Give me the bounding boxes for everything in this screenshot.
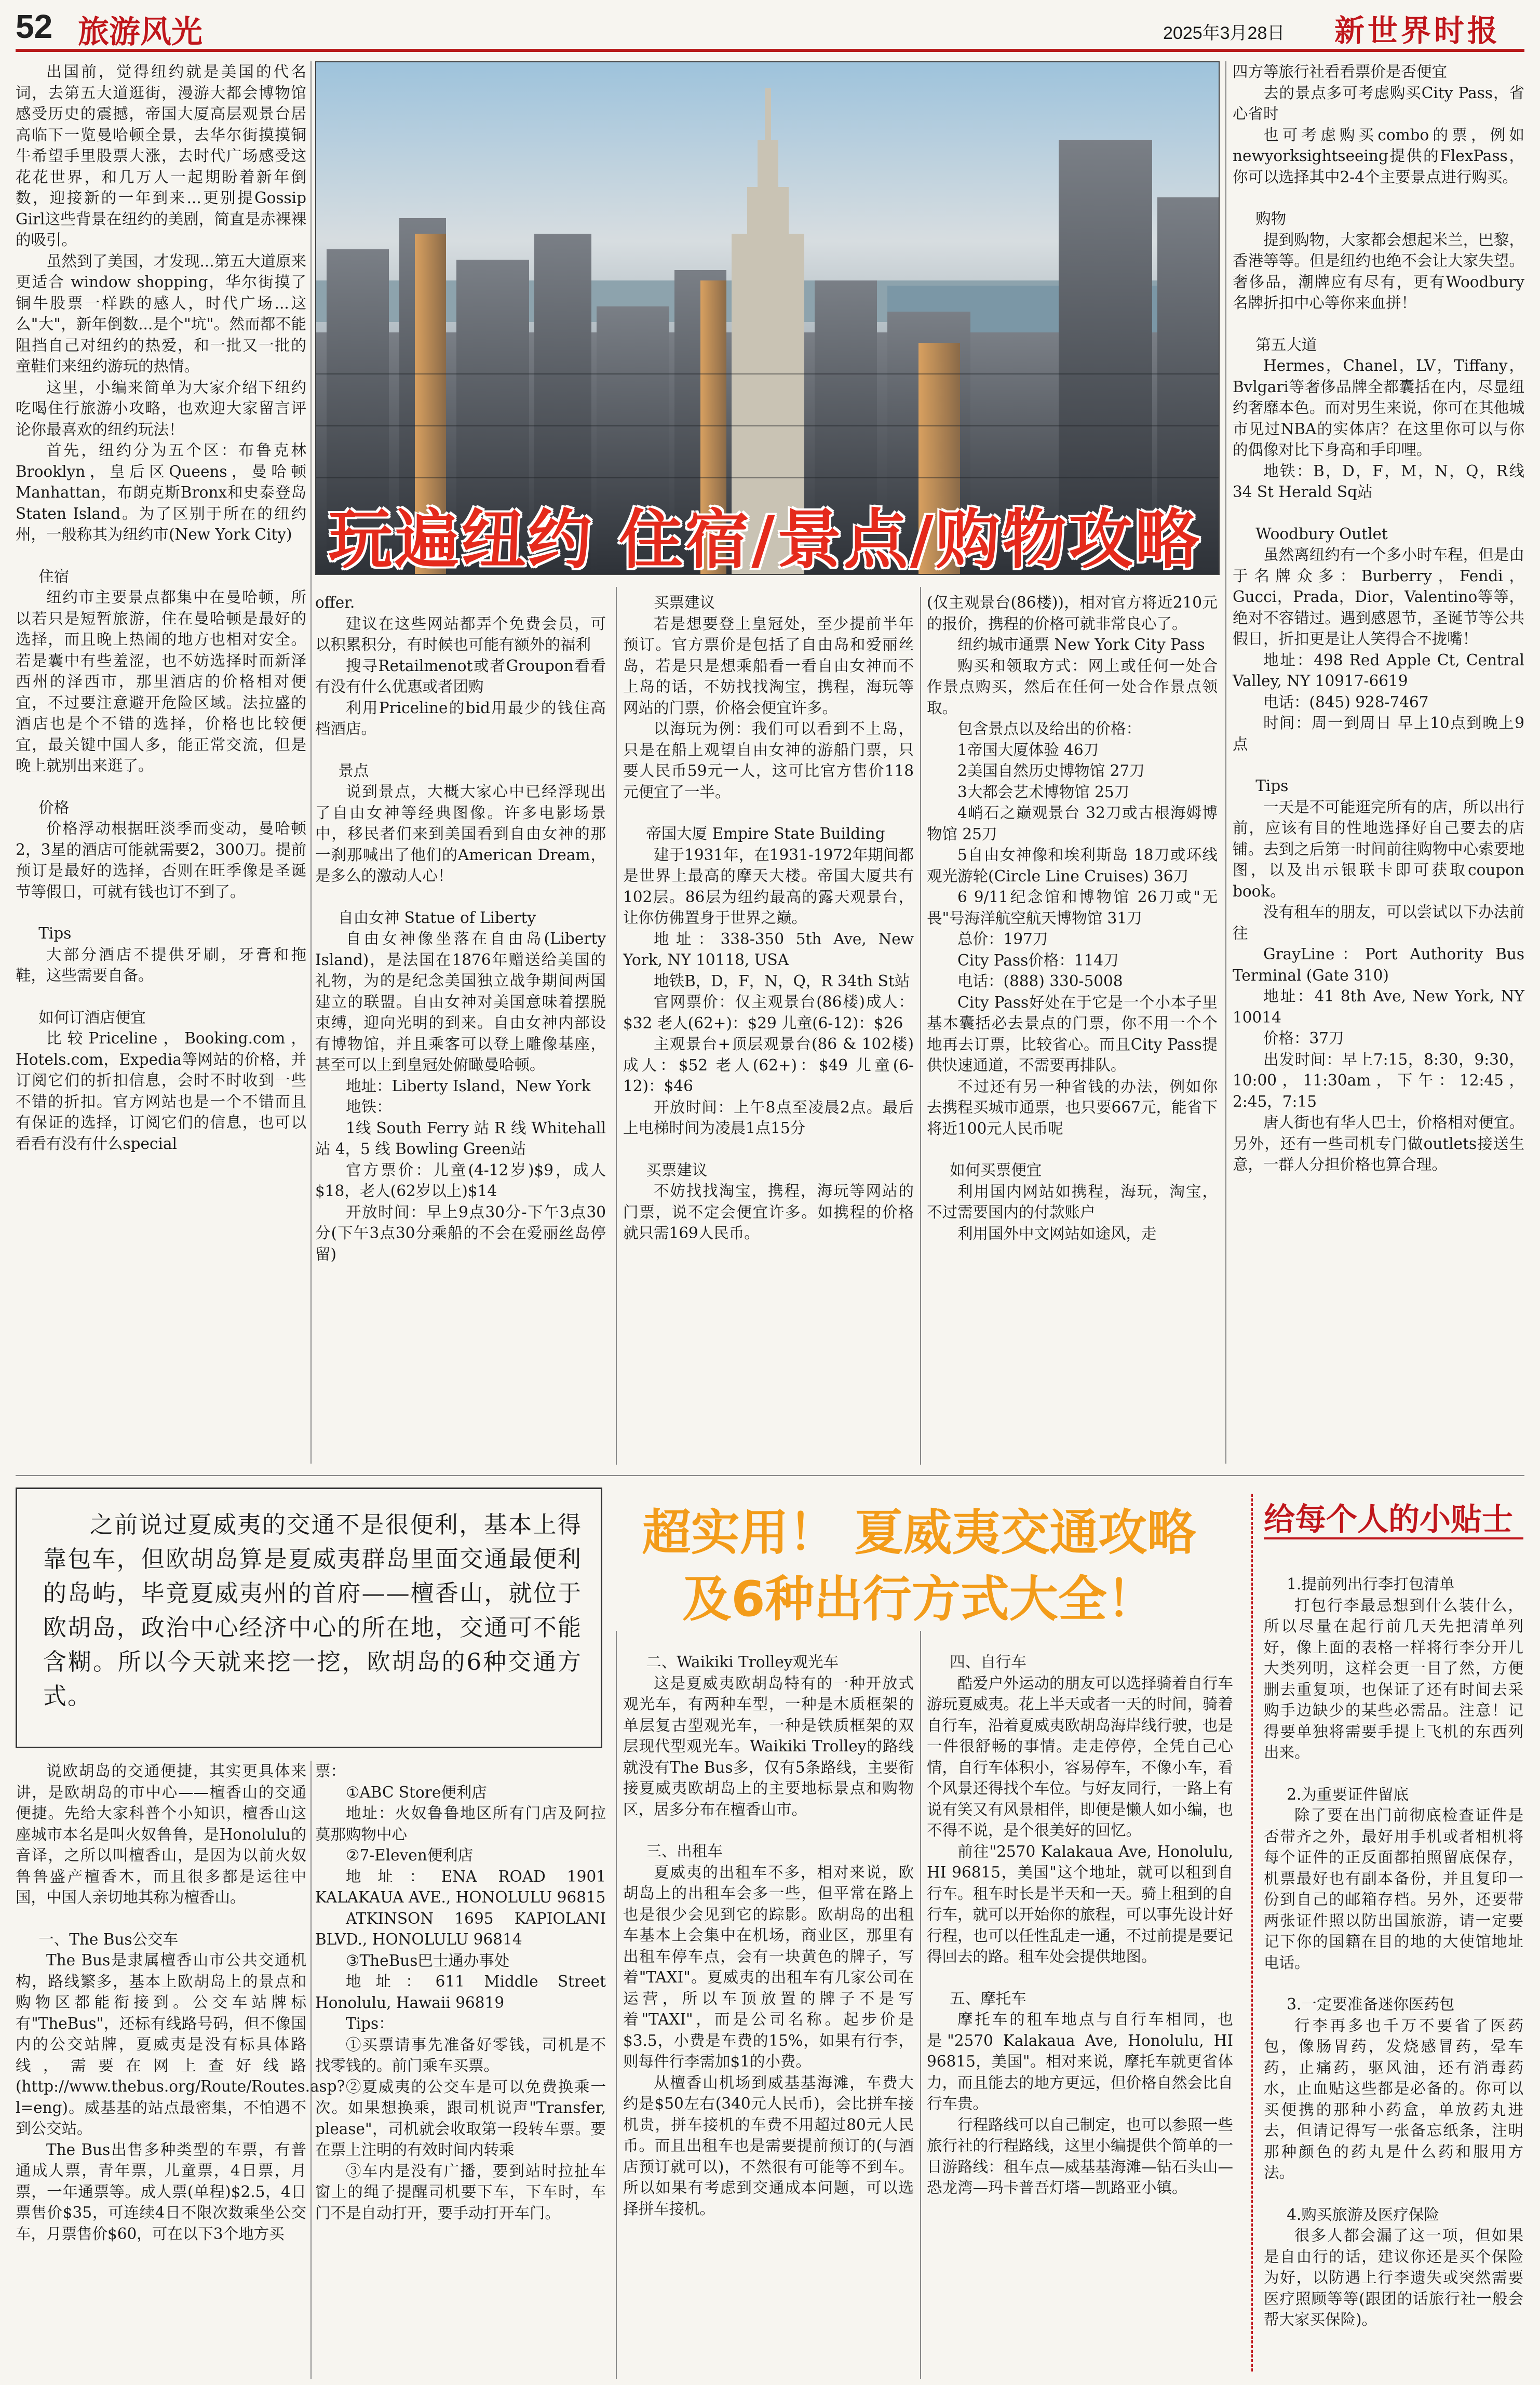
paragraph: 不妨找找淘宝，携程，海玩等网站的门票，说不定会便宜许多。如携程的价格就只需169人民币。 [623,1182,914,1242]
main-headline: 玩遍纽约 住宿/景点/购物攻略 [328,503,1201,578]
column-divider [920,1631,921,2379]
paragraph: 价格：37刀 [1263,1029,1344,1047]
paragraph: (仅主观景台(86楼))，相对官方将近210元的报价，携程的价格可就非常良心了。 [927,594,1218,633]
subheading: 帝国大厦 Empire State Building [646,825,885,842]
paragraph: 首先，纽约分为五个区：布鲁克林Brooklyn，皇后区Queens，曼哈顿Manhattan，布朗克斯Bronx和史泰登岛Staten Island。为了区别于所在的纽约州，一般称其为纽约市(New York City) [16,441,306,543]
paragraph: 也可考虑购买combo的票，例如newyorksightseeing提供的FlexPass，你可以选择其中2-4个主要景点进行购买。 [1233,126,1524,186]
paragraph: 若是想要登上皇冠处，至少提前半年预订。官方票价是包括了自由岛和爱丽丝岛，若是只是想乘船看一看自由女神而不上岛的话，不妨找找淘宝，携程，海玩等网站的门票，价格会便宜许多。 [623,614,914,717]
subheading: 四、自行车 [950,1653,1026,1671]
paragraph: 4峭石之巅观景台 32刀或古根海姆博物馆 25刀 [927,804,1218,843]
paragraph: 地铁B，D，F，N，Q，R 34th St站 [654,972,910,990]
subheading: 3.一定要准备迷你医药包 [1287,1995,1455,2013]
paragraph: 开放时间：上午8点至凌晨2点。最后上电梯时间为凌晨1点15分 [623,1098,914,1137]
paragraph: 建于1931年，在1931-1972年期间都是世界上最高的摩天大楼。帝国大厦共有102层。86层为纽约最高的露天观景台，让你仿佛置身于世界之巅。 [623,846,914,927]
paragraph: 利用国内网站如携程，海玩，淘宝，不过需要国内的付款账户 [927,1182,1218,1221]
section-title: 旅游风光 [78,14,202,50]
subheading: 价格 [38,798,70,816]
paragraph: 官方票价：儿童(4-12岁)$9，成人$18，老人(62岁以上)$14 [315,1161,606,1200]
paragraph: 价格浮动根据旺淡季而变动，曼哈顿2，3星的酒店可能就需要2，300刀。提前预订是最好的选择，否则在旺季像是圣诞节等假日，可就有钱也订不到了。 [16,820,306,901]
paragraph: 买票建议 [654,594,715,611]
subheading: 五、摩托车 [950,1989,1026,2007]
paragraph: ②夏威夷的公交车是可以免费换乘一次。如果想换乘，跟司机说声"Transfer, please"，司机就会收取第一段转车票。要在票上注明的有效时间内转乘 [315,2078,606,2159]
paragraph: Tips： [346,2015,394,2032]
subheading: Tips [1255,777,1289,795]
issue-date: 2025年3月28日 [1163,23,1285,43]
paragraph: 摩托车的租车地点与自行车相同，也是"2570 Kalakaua Ave, Honolulu, HI 96815，美国"。相对来说，摩托车就更省体力，而且能去的地方更远，但价格自然会比自行车贵。 [927,2011,1234,2112]
paragraph: ①ABC Store便利店 [346,1783,487,1801]
article-column-4 [927,592,1218,1465]
paragraph: 1线 South Ferry 站 R 线 Whitehall 站 4，5 线 Bowling Green站 [315,1119,606,1158]
paragraph: 2美国自然历史博物馆 27刀 [957,762,1145,780]
page-number: 52 [16,8,53,45]
column-divider [920,587,921,1465]
paragraph: 虽然离纽约有一个多小时车程，但是由于名牌众多：Burberry，Fendi，Gucci，Prada，Dior，Valentino等等，绝对不容错过。遇到感恩节，圣诞节等公共假日，折扣更是让人笑得合不拢嘴！ [1233,546,1524,648]
paragraph: 时间：周一到周日 早上10点到晚上9点 [1233,714,1524,753]
paragraph: 前往"2570 Kalakaua Ave, Honolulu, HI 96815，美国"这个地址，就可以租到自行车。租车时长是半天和一天。骑上租到的自行车，就可以开始你的旅程，可以事先设计好行程，也可以任性乱走一通，不过前提是要记得回去的路。租车处会提供地图。 [927,1842,1234,1965]
hawaii-headline-line1: 超实用！ 夏威夷交通攻略 [642,1505,1196,1561]
subheading: 4.购买旅游及医疗保险 [1287,2205,1439,2223]
paragraph: GrayLine：Port Authority Bus Terminal (Gate 310) [1233,945,1524,984]
paragraph: 开放时间：早上9点30分-下午3点30分(下午3点30分乘船的不会在爱丽丝岛停留) [315,1203,606,1263]
paragraph: 虽然到了美国，才发现...第五大道原来更适合 window shopping，华尔街摸了铜牛股票一样跌的感人，时代广场...这么"大"，新年倒数...是个"坑"。然而都不能阻挡自己对纽约的热爱，和一批又一批的童鞋们来纽约游玩的热情。 [16,252,306,375]
paragraph: 这里，小编来简单为大家介绍下纽约吃喝住行旅游小攻略，也欢迎大家留言评论你最喜欢的纽约玩法！ [16,378,306,438]
paragraph: 地址：火奴鲁鲁地区所有门店及阿拉莫那购物中心 [315,1804,606,1843]
column-divider [616,1631,617,2379]
paragraph: 去的景点多可考虑购买City Pass，省心省时 [1233,84,1524,123]
paragraph: The Bus出售多种类型的车票，有普通成人票，青年票，儿童票，4日票，月票，一年通票等。成人票(单程)$2.5，4日票售价$35，可连续4日不限次数乘坐公交车，月票售价$60，可在以下3个地方买 [16,2140,306,2243]
paragraph: 行程路线可以自己制定，也可以参照一些旅行社的行程路线，这里小编提供个简单的一日游路线：租车点—威基基海滩—钻石头山—恐龙湾—玛卡普吾灯塔—凯路亚小镇。 [927,2115,1234,2196]
subheading: 三、出租车 [646,1842,723,1860]
subheading: 2.为重要证件留底 [1287,1785,1409,1803]
paragraph: City Pass价格：114刀 [957,951,1119,969]
paragraph: 地址：ENA ROAD 1901 KALAKAUA AVE., HONOLULU 96815 [315,1867,606,1906]
hawaii-headline [613,1500,1225,1633]
paragraph: 以海玩为例：我们可以看到不上岛，只是在船上观望自由女神的游船门票，只要人民币59元一人，这可比官方售价118元便宜了一半。 [623,720,914,801]
subheading: 住宿 [38,567,70,585]
subheading: 一、The Bus公交车 [38,1930,179,1948]
article-column-3 [623,592,914,1465]
paragraph: 电话：(888) 330-5008 [957,972,1123,990]
paragraph: Hermes，Chanel，LV，Tiffany，Bvlgari等奢侈品牌全都囊括在内，尽显纽约奢靡本色。而对男生来说，你可在其他城市见过NBA的实体店？在这里你可以与你的偶像对比下身高和手印哩。 [1233,357,1524,459]
paragraph: 地址：Liberty Island，New York [346,1077,591,1095]
paragraph: 1帝国大厦体验 46刀 [957,741,1099,759]
paragraph: 利用国外中文网站如途风，走 [957,1224,1157,1242]
paragraph: 自由女神像坐落在自由岛(Liberty Island)，是法国在1876年赠送给美国的礼物，为的是纪念美国独立战争期间两国建立的联盟。自由女神对美国意味着摆脱束缚，迎向光明的到来。自由女神内部设有博物馆，并且乘客可以登上雕像基座，甚至可以上到皇冠处俯瞰曼哈顿。 [315,930,606,1074]
paragraph: 很多人都会漏了这一项，但如果是自由行的话，建议你还是买个保险为好，以防遇上行李遗失或突然需要医疗照顾等等(跟团的话旅行社一般会帮大家买保险)。 [1264,2227,1523,2328]
column-divider [310,1761,312,2379]
paragraph: 行李再多也千万不要省了医药包，像肠胃药，发烧感冒药，晕车药，止痛药，驱风油，还有消毒药水，止血贴这些都是必备的。你可以买便携的那种小药盒，单放药丸进去，但请记得写一张备忘纸条，注明那种颜色的药丸是什么药和服用方法。 [1264,2016,1523,2181]
paragraph: 从檀香山机场到威基基海滩，车费大约是$50左右(340元人民币)，会比拼车接机贵，拼车接机的车费不用超过80元人民币。而且出租车也是需要提前预订的(与酒店预订就可以)，不然很有可能等不到车。所以如果有考虑到交通成本问题，可以选择拼车接机。 [623,2073,914,2218]
paragraph: 唐人街也有华人巴士，价格相对便宜。另外，还有一些司机专门做outlets接送生意，一群人分担价格也算合理。 [1233,1114,1524,1173]
section-divider [16,1475,1524,1476]
subheading: 买票建议 [646,1161,708,1179]
paragraph: 一天是不可能逛完所有的店，所以出行前，应该有目的性地选择好自己要去的店铺。去到之后第一时间前往购物中心索要地图，以及出示银联卡即可获取coupon book。 [1233,798,1524,900]
paragraph: 地址：338-350 5th Ave, New York, NY 10118, USA [623,930,914,969]
paragraph: 四方等旅行社看看票价是否便宜 [1233,63,1448,81]
subheading: Woodbury Outlet [1255,525,1388,543]
page-header [0,0,1540,52]
paragraph: 6 9/11纪念馆和博物馆 26刀或"无畏"号海洋航空航天博物馆 31刀 [927,888,1218,927]
paragraph: City Pass好处在于它是一个小本子里基本囊括必去景点的门票，你不用一个个地再去订票，比较省心。而且City Pass提供快速通道，不需要再排队。 [927,993,1218,1074]
paragraph: 5自由女神像和埃利斯岛 18刀或环线观光游轮(Circle Line Cruises) 36刀 [927,846,1218,885]
paragraph: 票： [315,1762,346,1780]
paragraph: 购买和领取方式：网上或任何一处合作景点购买，然后在任何一处合作景点领取。 [927,656,1218,717]
column-divider [616,587,617,1465]
article-column-1 [16,61,306,1464]
paragraph: 说欧胡岛的交通便捷，其实更具体来讲，是欧胡岛的市中心——檀香山的交通便捷。先给大家科普个小知识，檀香山这座城市本名是叫火奴鲁鲁，是Honolulu的音译，之所以叫檀香山，是因为以前火奴鲁鲁盛产檀香木，而且很多都是运往中国，中国人亲切地其称为檀香山。 [16,1762,306,1906]
subheading: 景点 [338,761,369,780]
subheading: 1.提前列出行李打包清单 [1287,1575,1455,1593]
paragraph: 除了要在出门前彻底检查证件是否带齐之外，最好用手机或者相机将每个证件的正反面都拍照留底保存，机票最好也有副本备份，并且复印一份到自己的邮箱存档。另外，还要带两张证件照以防出国旅游，请一定要记下你的国籍在目的地的大使馆地址电话。 [1264,1806,1523,1972]
paragraph: 官网票价：仅主观景台(86楼)成人：$32 老人(62+)：$29 儿童(6-12)：$26 [623,993,914,1032]
paragraph: 3大都会艺术博物馆 25刀 [957,783,1130,801]
paragraph: 大部分酒店不提供牙刷，牙膏和拖鞋，这些需要自备。 [16,945,306,984]
paragraph: 地铁：B，D，F，M，N，Q，R线 34 St Herald Sq站 [1233,462,1524,501]
paragraph: ①买票请事先准备好零钱，司机是不找零钱的。前门乘车买票。 [315,2035,606,2074]
paragraph: 建议在这些网站都弄个免费会员，可以积累积分，有时候也可能有额外的福利 [315,614,606,653]
tips-title: 给每个人的小贴士 [1264,1502,1513,1538]
hawaii-column-4 [927,1631,1233,2379]
paragraph: ③TheBus巴士通办事处 [346,1951,510,1969]
hawaii-headline-line2: 及6种出行方式大全！ [682,1571,1156,1628]
paragraph: 提到购物，大家都会想起米兰，巴黎，香港等等。但是纽约也绝不会让大家失望。奢侈品，潮牌应有尽有，更有Woodbury名牌折扣中心等你来血拼！ [1233,231,1524,312]
subheading: 如何买票便宜 [950,1161,1042,1179]
paragraph: ②7-Eleven便利店 [346,1846,474,1864]
paragraph: 不过还有另一种省钱的办法，例如你去携程买城市通票，也只要667元，能省下将近100元人民币呢 [927,1077,1218,1137]
hawaii-column-1 [16,1761,345,2379]
subheading: Tips [38,924,72,942]
paragraph: 地址：41 8th Ave, New York, NY 10014 [1233,987,1524,1026]
paragraph: 出国前，觉得纽约就是美国的代名词，去第五大道逛街，漫游大都会博物馆感受历史的震撼，帝国大厦高层观景台居高临下一览曼哈顿全景，去华尔街摸摸铜牛希望手里股票大涨，去时代广场感受这花花世界，和几万人一起期盼着新年倒数，迎接新的一年到来...更别提Gossip Girl这些背景在纽约的美剧，简直是赤裸裸的吸引。 [16,63,306,249]
article-column-5 [1233,61,1524,1464]
paragraph: 纽约城市通票 New York City Pass [957,636,1205,653]
paragraph: 地址：498 Red Apple Ct, Central Valley, NY 10917-6619 [1233,651,1524,690]
paragraph: 纽约市主要景点都集中在曼哈顿，所以若只是短暂旅游，住在曼哈顿是最好的选择，而且晚上热闹的地方也相对安全。若是囊中有些羞涩，也不妨选择时而新泽西州的泽西市，那里酒店的价格相对便宜，不过要注意避开危险区域。法拉盛的酒店也是个不错的选择，价格也比较便宜，最关键中国人多，能正常交流，但是晚上就别出来逛了。 [16,588,306,774]
paragraph: ATKINSON 1695 KAPIOLANI BLVD., HONOLULU 96814 [315,1909,606,1948]
paragraph: 利用Priceline的bid用最少的钱住高档酒店。 [315,699,606,738]
paragraph: 这是夏威夷欧胡岛特有的一种开放式观光车，有两种车型，一种是木质框架的单层复古型观光车，一种是铁质框架的双层现代型观光车。Waikiki Trolley的路线就没有The Bus多，仅有5条路线，主要衔接夏威夷欧胡岛上的主要地标景点和购物区，居多分布在檀香山市。 [623,1674,914,1818]
masthead: 新世界时报 [1334,13,1501,48]
paragraph: 说到景点，大概大家心中已经浮现出了自由女神等经典图像。许多电影场景中，移民者们来到美国看到自由女神的那一刹那喊出了他们的American Dream，是多么的激动人心！ [315,783,606,885]
tips-column [1264,1553,1523,2379]
paragraph: 地址：611 Middle Street Honolulu, Hawaii 96819 [315,1973,606,2012]
hawaii-lede-box [16,1488,602,1748]
lede-text: 之前说过夏威夷的交通不是很便利，基本上得靠包车，但欧胡岛算是夏威夷群岛里面交通最便利的岛屿，毕竟夏威夷州的首府——檀香山，就位于欧胡岛，政治中心经济中心的所在地，交通可不能含糊。所以今天就来挖一挖，欧胡岛的6种交通方式。 [43,1511,582,1710]
subheading: 二、Waikiki Trolley观光车 [646,1653,839,1671]
column-divider [1225,61,1226,1464]
paragraph: 电话：(845) 928-7467 [1263,693,1429,711]
paragraph: 比较Priceline，Booking.com，Hotels.com，Expedia等网站的价格，并订阅它们的折扣信息，会时不时收到一些不错的折扣。官方网站也是一个不错而且有保证的选择，订阅它们的信息，也可以看看有没有什么special [16,1029,306,1153]
paragraph: ③车内是没有广播，要到站时拉扯车窗上的绳子提醒司机要下车，下车时，车门不是自动打开，要手动打开车门。 [315,2162,606,2222]
subheading: 如何订酒店便宜 [38,1008,146,1026]
paragraph: offer. [315,594,355,611]
hawaii-column-3 [623,1631,914,2379]
header-rule [16,49,1524,52]
subheading: 第五大道 [1255,336,1317,354]
paragraph: 夏威夷的出租车不多，相对来说，欧胡岛上的出租车会多一些，但平常在路上也是很少会见到它的踪影。欧胡岛的出租车基本上会集中在机场，商业区，那里有出租车停车点，会有一块黄色的牌子，写着"TAXI"。夏威夷的出租车有几家公司在运营，所以车顶放置的牌子不是写着"TAXI"，而是公司名称。起步价是$3.5，小费是车费的15%，如果有行李，则每件行李需加$1的小费。 [623,1863,914,2070]
paragraph: The Bus是隶属檀香山市公共交通机构，路线繁多，基本上欧胡岛上的景点和购物区都能衔接到。公交车站牌标有"TheBus"，还标有线路号码，但不像国内的公交站牌，夏威夷是没有标具体路线，需要在网上查好线路(http://www.thebus.org/Route/Routes.asp?l=eng)。威基基的站点最密集，不怕遇不到公交站。 [16,1951,345,2137]
subheading: 自由女神 Statue of Liberty [338,908,536,927]
paragraph: 出发时间：早上7:15，8:30，9:30，10:00，11:30am，下午：12:45，2:45，7:15 [1233,1050,1524,1110]
column-divider [310,61,312,1464]
paragraph: 搜寻Retailmenot或者Groupon看看有没有什么优惠或者团购 [315,656,606,695]
paragraph: 打包行李最忌想到什么装什么，所以尽量在起行前几天先把清单列好，像上面的表格一样将行李分开几大类列明，这样会更一目了然，方便删去重复项，也保证了还有时间去采购手边缺少的某些必需品。注意！记得要单独将需要手提上飞机的东西列出来。 [1264,1596,1523,1761]
hawaii-column-2 [315,1761,606,2379]
subheading: 购物 [1255,210,1287,227]
paragraph: 包含景点以及给出的价格： [957,720,1142,738]
tips-rule [1264,1537,1523,1539]
paragraph: 酷爱户外运动的朋友可以选择骑着自行车游玩夏威夷。花上半天或者一天的时间，骑着自行车，沿着夏威夷欧胡岛海岸线行驶，也是一件很舒畅的事情。走走停停，全凭自己心情，自行车体积小，容易停车，不像小车，看个风景还得找个车位。与好友同行，一路上有说有笑又有风景相伴，即便是懒人如小编，也不得不说，是个很美好的回忆。 [927,1674,1234,1839]
paragraph: 总价：197刀 [957,930,1048,948]
paragraph: 没有租车的朋友，可以尝试以下办法前往 [1233,903,1524,942]
paragraph: 地铁： [346,1098,392,1116]
paragraph: 主观景台+顶层观景台(86 & 102楼)成人：$52 老人(62+)：$49 儿童(6-12)：$46 [623,1035,914,1095]
article-column-2 [315,592,606,1465]
